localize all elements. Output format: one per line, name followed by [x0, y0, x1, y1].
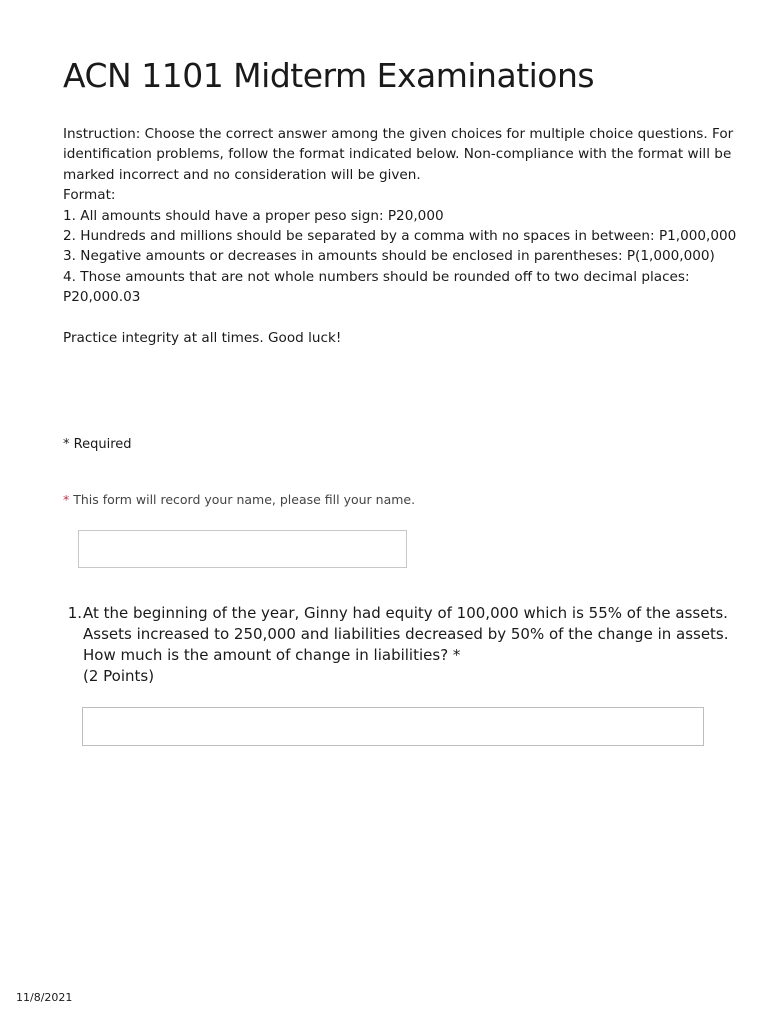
required-asterisk: *: [63, 437, 70, 452]
format-rule-2: 2. Hundreds and millions should be separated by a comma with no spaces in between: P1,000,000: [63, 228, 737, 245]
required-legend: [63, 436, 132, 454]
name-record-notice-text: This form will record your name, please fill your name.: [73, 492, 416, 507]
integrity-note: Practice integrity at all times. Good luck!: [63, 330, 342, 347]
format-rule-4: 4. Those amounts that are not whole numbers should be rounded off to two decimal places:: [63, 268, 690, 285]
name-record-notice: [63, 491, 415, 509]
instructions-line: Instruction: Choose the correct answer among the given choices for multiple choice questions. For: [63, 126, 734, 142]
question-text-line: At the beginning of the year, Ginny had equity of 100,000 which is 55% of the assets.: [83, 604, 728, 622]
required-label: Required: [73, 437, 132, 452]
instructions-spacer: [63, 308, 723, 328]
format-heading: Format:: [63, 187, 116, 204]
page-title: ACN 1101 Midterm Examinations: [63, 56, 595, 95]
question-text-line: Assets increased to 250,000 and liabilities decreased by 50% of the change in assets.: [83, 625, 729, 643]
instructions-line: marked incorrect and no consideration will be given.: [63, 166, 421, 183]
question-number: 1.: [67, 604, 82, 622]
format-rule-4-example: P20,000.03: [63, 289, 141, 306]
question-1-answer-input[interactable]: [82, 707, 704, 746]
instructions-block: [63, 124, 737, 348]
format-rule-3: 3. Negative amounts or decreases in amounts should be enclosed in parentheses: P(1,000,000): [63, 248, 715, 265]
question-points: (2 Points): [83, 667, 155, 685]
instructions-line: identification problems, follow the format indicated below. Non-compliance with the format will be: [63, 146, 732, 163]
print-date: 11/8/2021: [16, 991, 73, 1004]
name-input[interactable]: [78, 530, 407, 568]
question-text-line: How much is the amount of change in liabilities? *: [83, 646, 461, 664]
question-text: [83, 603, 729, 687]
format-rule-1: 1. All amounts should have a proper peso sign: P20,000: [63, 207, 444, 224]
required-asterisk: *: [63, 492, 70, 507]
